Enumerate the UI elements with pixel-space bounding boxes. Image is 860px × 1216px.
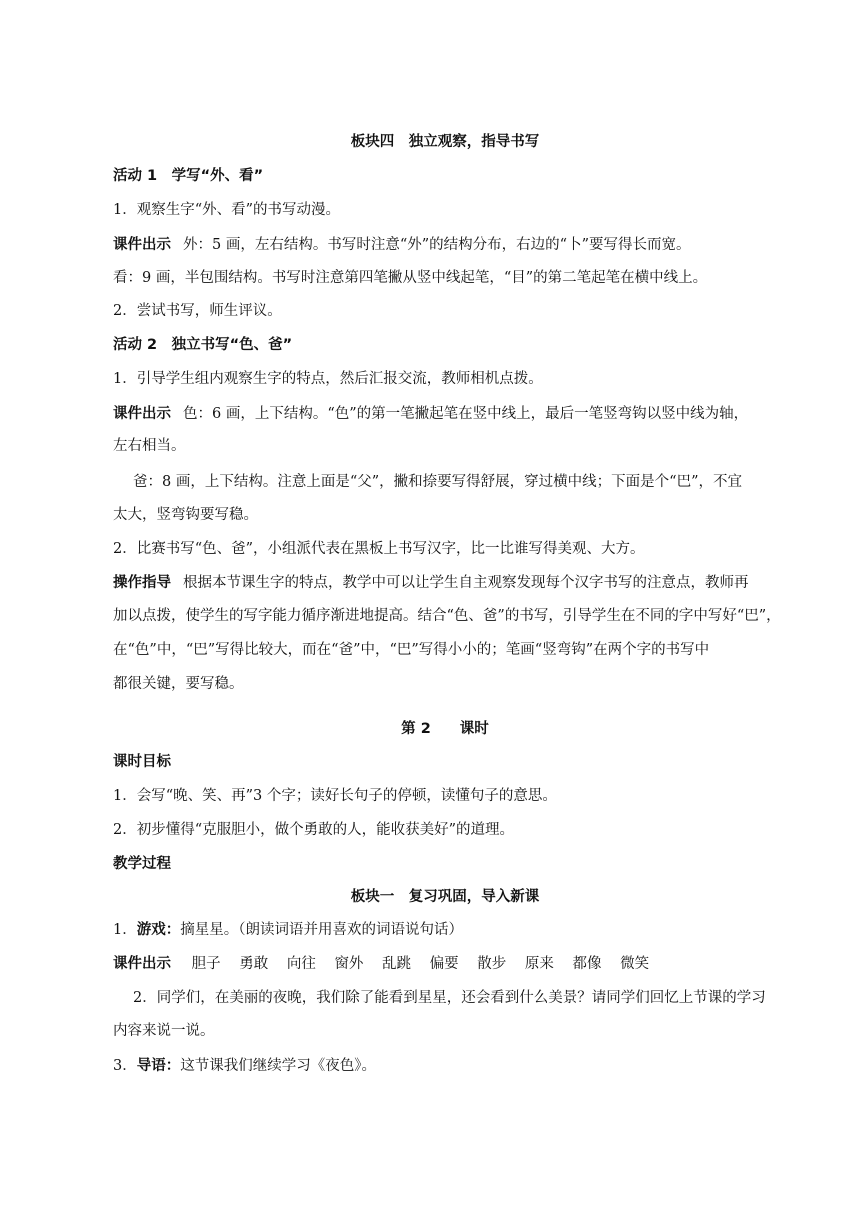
- courseware-label: 课件出示: [113, 956, 171, 972]
- a1-text-1: 外：5 画，左右结构。书写时注意“外”的结构分布，右边的“卜”要写得长而宽。: [183, 237, 691, 253]
- a2-text-1b: 左右相当。: [113, 438, 186, 454]
- goals-title: 课时目标: [113, 754, 171, 770]
- word-item: 向往: [286, 956, 316, 972]
- word-item: 偏要: [429, 956, 459, 972]
- a2-item-1: 1．引导学生组内观察生字的特点，然后汇报交流，教师相机点拨。: [113, 371, 543, 387]
- a2-item-2: 2．比赛书写“色、爸”，小组派代表在黑板上书写汉字，比一比谁写得美观、大方。: [113, 541, 645, 557]
- a1-text-2: 看：9 画，半包围结构。书写时注意第四笔撇从竖中线起笔，“目”的第二笔起笔在横中线上。: [113, 270, 708, 286]
- courseware-label: 课件出示: [113, 406, 171, 422]
- guide-label: 操作指导: [113, 575, 171, 591]
- a1-item-2: 2．尝试书写，师生评议。: [113, 303, 282, 319]
- guide-line-1: [113, 573, 780, 593]
- section-heading-4: 板块四 独立观察，指导书写: [350, 134, 540, 150]
- s1-item-2b: 内容来说一说。: [113, 1023, 215, 1039]
- s1-word-list: [113, 954, 780, 974]
- guide-text-1: 根据本节课生字的特点，教学中可以让学生自主观察发现每个汉字书写的注意点，教师再: [183, 575, 749, 591]
- section-heading-1: 板块一 复习巩固，导入新课: [350, 889, 540, 905]
- goal-2: 2．初步懂得“克服胆小，做个勇敢的人，能收获美好”的道理。: [113, 822, 515, 838]
- word-item: 勇敢: [239, 956, 269, 972]
- s1-item-1-prefix: 1．: [113, 922, 137, 938]
- courseware-label: 课件出示: [113, 237, 171, 253]
- word-item: 窗外: [334, 956, 364, 972]
- a2-text-1a: 色：6 画，上下结构。“色”的第一笔撇起笔在竖中线上，最后一笔竖弯钩以竖中线为轴，: [183, 406, 749, 422]
- word-item: 乱跳: [382, 956, 412, 972]
- guide-line-4: 都很关键，要写稳。: [113, 676, 244, 692]
- a2-text-2b: 太大，竖弯钩要写稳。: [113, 507, 258, 523]
- activity-1-title: 活动 1 学写“外、看”: [113, 168, 264, 184]
- word-item: 胆子: [191, 956, 221, 972]
- s1-item-2a: 2．同学们，在美丽的夜晚，我们除了能看到星星，还会看到什么美景？请同学们回忆上节课的学习: [133, 990, 766, 1006]
- s1-item-3-text: 这节课我们继续学习《夜色》。: [180, 1058, 376, 1074]
- lesson-2-heading: 第 2 课时: [401, 721, 489, 737]
- a1-courseware-line-1: [113, 235, 780, 255]
- s1-item-3-prefix: 3．: [113, 1058, 137, 1074]
- activity-2-title: 活动 2 独立书写“色、爸”: [113, 337, 293, 353]
- s1-item-3-label: 导语：: [136, 1058, 181, 1074]
- word-item: 原来: [524, 956, 554, 972]
- s1-item-1-text: 摘星星。（朗读词语并用喜欢的词语说句话）: [180, 922, 463, 938]
- word-item: 都像: [572, 956, 602, 972]
- goal-1: 1．会写“晚、笑、再”3 个字；读好长句子的停顿，读懂句子的意思。: [113, 788, 557, 804]
- a1-item-1: 1．观察生字“外、看”的书写动漫。: [113, 202, 341, 218]
- a2-text-2a: 爸：8 画，上下结构。注意上面是“父”，撇和捺要写得舒展，穿过横中线；下面是个“巴”，不宜: [133, 474, 742, 490]
- s1-item-3: [113, 1056, 780, 1076]
- a2-courseware-line-1: [113, 404, 780, 424]
- guide-line-3: 在“色”中，“巴”写得比较大，而在“爸”中，“巴”写得小小的；笔画“竖弯钩”在两个字的书写中: [113, 642, 710, 658]
- s1-item-1: [113, 920, 780, 940]
- process-title: 教学过程: [113, 856, 171, 872]
- word-item: 散步: [477, 956, 507, 972]
- word-item: 微笑: [620, 956, 650, 972]
- s1-item-1-label: 游戏：: [136, 922, 181, 938]
- guide-line-2: 加以点拨，使学生的写字能力循序渐进地提高。结合“色、爸”的书写，引导学生在不同的字中写好“巴”，: [113, 608, 781, 624]
